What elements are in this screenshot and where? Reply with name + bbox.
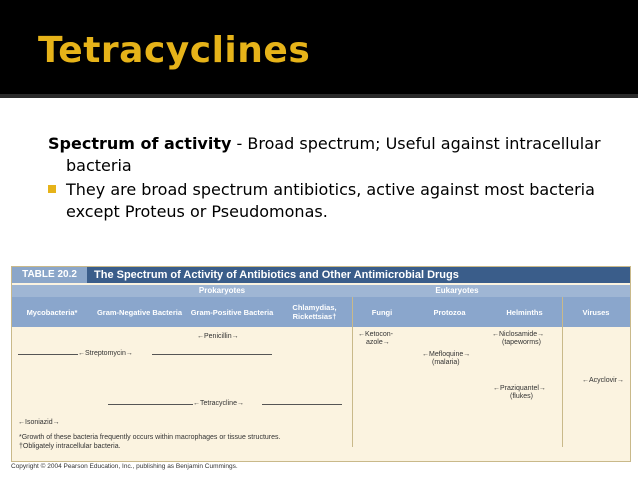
drug-isoniazid: ←Isoniazid→ (18, 419, 60, 426)
spectrum-table (11, 266, 631, 462)
col-protozoa: Protozoa (433, 307, 466, 317)
drug-tetracycline: ←Tetracycline→ (193, 400, 244, 407)
footnote-1: *Growth of these bacteria frequently occurs within macrophages or tissue structures. (19, 434, 281, 441)
spectrum-paragraph (48, 133, 608, 177)
square-bullet-icon (48, 185, 56, 193)
streptomycin-arrow-left (18, 354, 78, 355)
column-divider (352, 297, 353, 447)
drug-acyclovir: ←Acyclovir→ (582, 377, 625, 384)
tetracycline-arrow-left (108, 404, 193, 405)
col-mycobacteria: Mycobacteria* (26, 307, 78, 317)
tetracycline-arrow-right (262, 404, 342, 405)
drug-ketoconazole-1: ←Ketocon- (358, 331, 394, 338)
copyright-text: Copyright © 2004 Pearson Education, Inc., publishing as Benjamin Cummings. (11, 463, 238, 470)
col-gram-negative: Gram-Negative Bacteria (96, 307, 183, 317)
table-tag: TABLE 20.2 (12, 267, 87, 283)
column-divider (562, 297, 563, 447)
bullet-item (48, 179, 608, 223)
slide-body (48, 133, 608, 223)
col-fungi: Fungi (371, 307, 393, 317)
drug-streptomycin: ←Streptomycin→ (78, 350, 133, 357)
drug-penicillin: ←Penicillin→ (197, 333, 239, 340)
footnote-2: †Obligately intracellular bacteria. (19, 443, 121, 450)
drug-mefloquine-1: ←Mefloquine→ (422, 351, 471, 358)
streptomycin-arrow-right (152, 354, 272, 355)
col-helminths: Helminths (506, 307, 543, 317)
group-eukaryotes: Eukaryotes (435, 286, 479, 295)
title-bar (0, 0, 638, 98)
col-gram-positive: Gram-Positive Bacteria (190, 307, 274, 317)
drug-niclosamide-2: (tapeworms) (502, 339, 541, 346)
group-row (12, 285, 630, 297)
col-viruses: Viruses (582, 307, 610, 317)
group-prokaryotes: Prokaryotes (198, 286, 246, 295)
drug-ketoconazole-2: azole→ (366, 339, 390, 346)
spectrum-label: Spectrum of activity (48, 134, 232, 153)
bullet-text: They are broad spectrum antibiotics, active against most bacteria except Proteus or Pseudomonas. (66, 180, 595, 221)
drug-praziquantel-1: ←Praziquantel→ (493, 385, 546, 392)
drug-niclosamide-1: ←Niclosamide→ (492, 331, 545, 338)
drug-praziquantel-2: (flukes) (510, 393, 533, 400)
slide-title: Tetracyclines (38, 30, 311, 71)
table-header (12, 267, 630, 283)
col-chlamydias: Chlamydias, Rickettsias† (292, 303, 337, 321)
spectrum-text: - Broad spectrum; Useful against intracellular bacteria (66, 134, 601, 175)
column-header-row (12, 297, 630, 327)
table-title: The Spectrum of Activity of Antibiotics and Other Antimicrobial Drugs (94, 269, 459, 281)
drug-mefloquine-2: (malaria) (432, 359, 460, 366)
